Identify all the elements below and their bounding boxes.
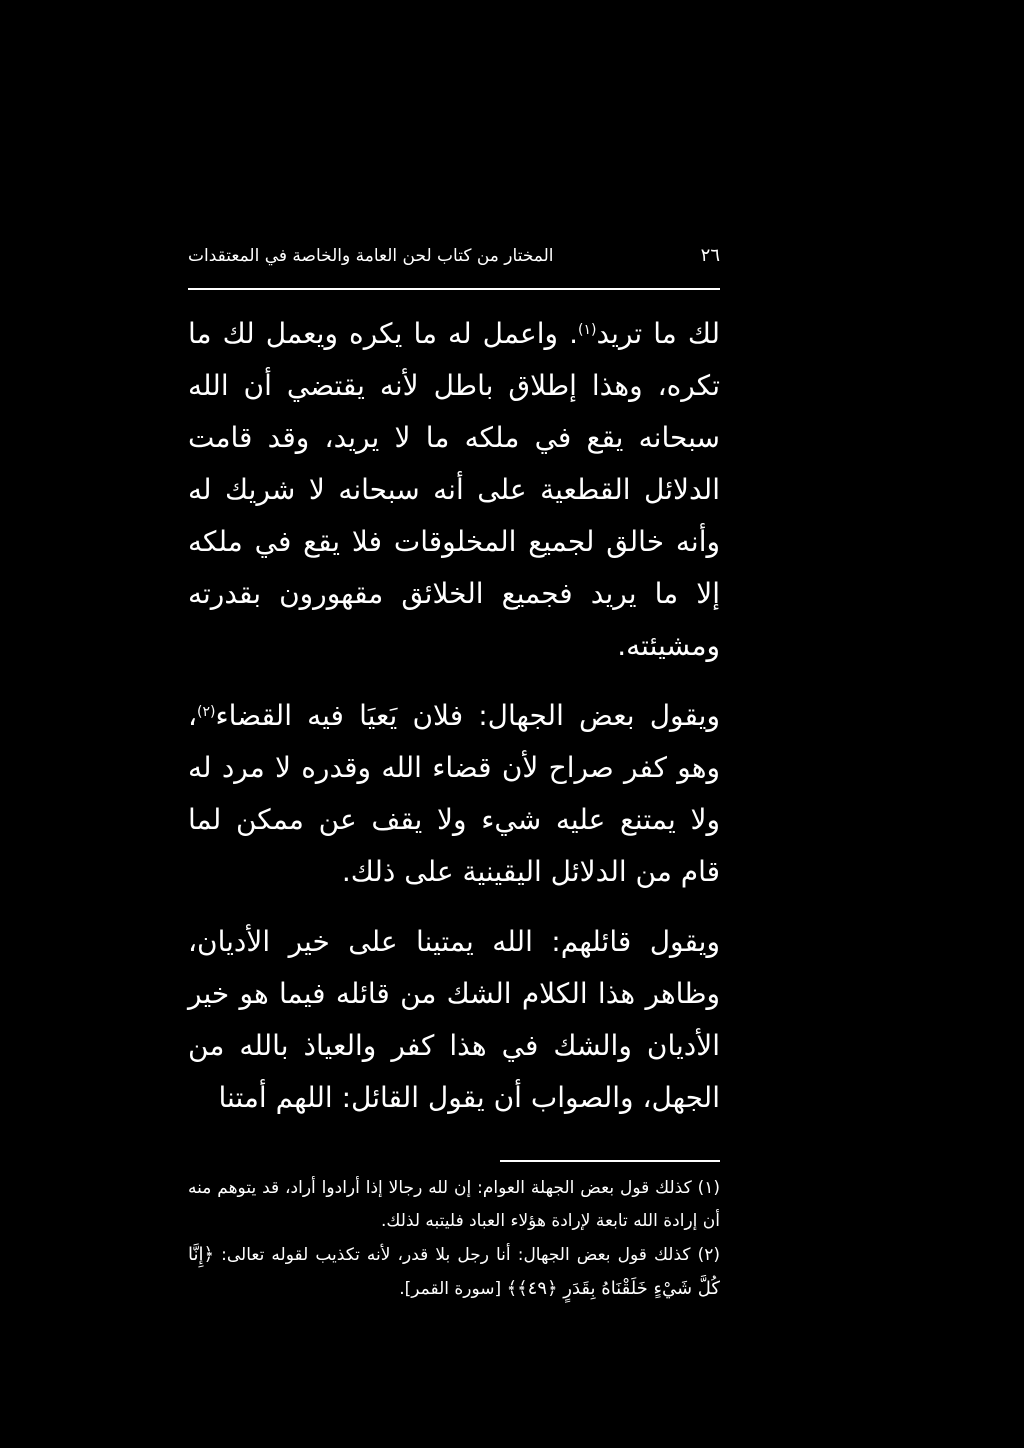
paragraph-text: ، وهو كفر صراح لأن قضاء الله وقدره لا مرد له ولا يمتنع عليه شيء ولا يقف عن ممكن لما قام من الدلائل اليقينية على ذلك.: [188, 699, 720, 888]
header-divider: [188, 288, 720, 290]
footnote-1: (١) كذلك قول بعض الجهلة العوام: إن لله رجالا إذا أرادوا أراد، قد يتوهم منه أن إرادة الله تابعة لإرادة هؤلاء العباد فليتبه لذلك.: [188, 1178, 720, 1231]
quran-verse: ﴿إِنَّا كُلَّ شَيْءٍ خَلَقْنَاهُ بِقَدَرٍ ﴿٤٩﴾﴾: [188, 1244, 720, 1299]
footnote-divider: [500, 1160, 720, 1162]
running-header: [188, 240, 720, 276]
paragraph-text: ويقول قائلهم: الله يمتينا على خير الأديان، وظاهر هذا الكلام الشك من قائله فيما هو خير الأديان والشك في هذا كفر والعياذ بالله من الجهل، والصواب أن يقول القائل: اللهم أمتنا: [188, 925, 720, 1114]
footnote-marker-2: (٢): [197, 704, 216, 720]
footnote-2-text: (٢) كذلك قول بعض الجهال: أنا رجل بلا قدر، لأنه تكذيب لقوله تعالى:: [221, 1245, 720, 1265]
book-page: [188, 240, 720, 1306]
verse-reference: [سورة القمر].: [399, 1279, 502, 1299]
paragraph-text: . واعمل له ما يكره ويعمل لك ما تكره، وهذا إطلاق باطل لأنه يقتضي أن الله سبحانه يقع في ملكه ما لا يريد، وقد قامت الدلائل القطعية على أنه سبحانه لا شريك له وأنه خالق لجميع المخلوقات فلا يقع في ملكه إلا ما يريد فجميع الخلائق مقهورون بقدرته ومشيئته.: [188, 317, 720, 662]
paragraph-text: لك ما تريد: [596, 317, 720, 350]
paragraph-2: [188, 690, 720, 898]
running-title: المختار من كتاب لحن العامة والخاصة في المعتقدات: [188, 246, 554, 266]
paragraph-3: [188, 916, 720, 1124]
footnote-2: [188, 1238, 720, 1306]
paragraph-1: [188, 308, 720, 672]
paragraph-text: ويقول بعض الجهال: فلان يَعيَا فيه القضاء: [215, 699, 720, 732]
page-number: ٢٦: [700, 245, 720, 266]
footnotes: [188, 1172, 720, 1306]
footnote-marker-1: (١): [578, 322, 597, 338]
